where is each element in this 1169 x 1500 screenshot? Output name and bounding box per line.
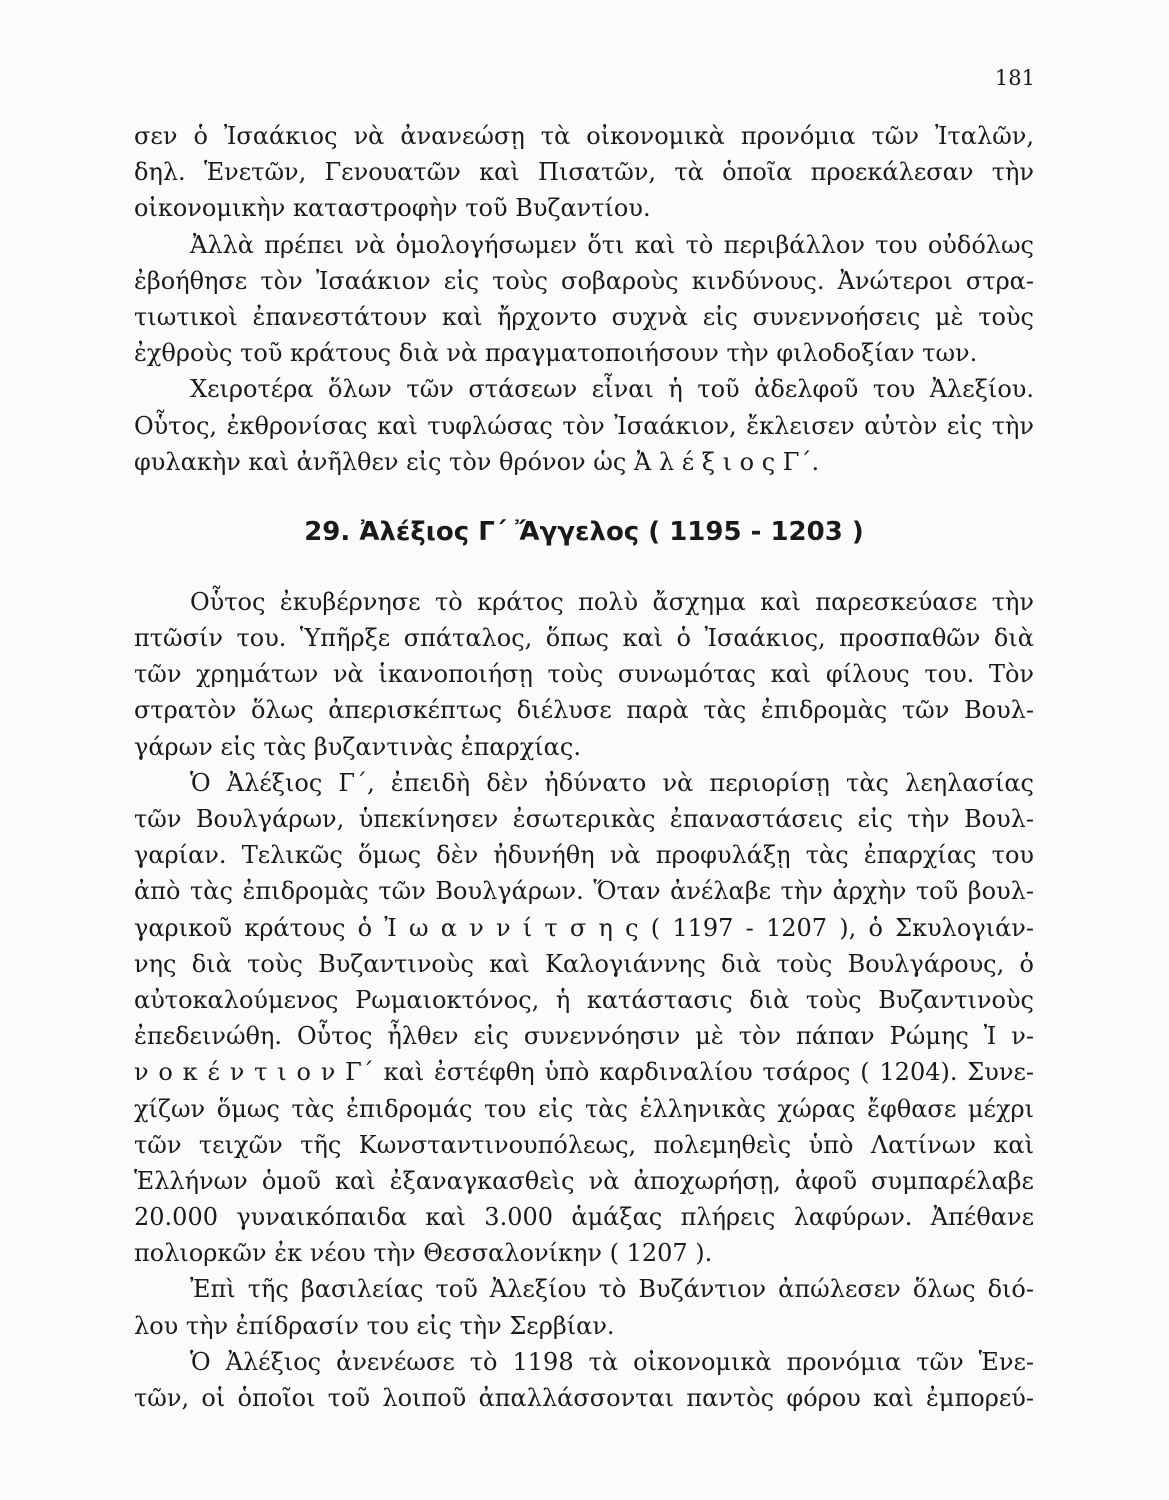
page-body [134, 118, 1034, 1416]
paragraph [134, 1271, 1034, 1343]
paragraph [134, 1344, 1034, 1416]
text-line: Ἐπὶ τῆς βασιλείας τοῦ Ἀλεξίου τὸ Βυζάντιον ἀπώλεσεν ὅλως διό- [190, 1275, 1034, 1304]
text-line: Οὗτος, ἐκθρονίσας καὶ τυφλώσας τὸν Ἰσαάκιον, ἔκλεισεν αὐτὸν εἰς τὴν [134, 411, 1034, 440]
text-line: Χειροτέρα ὅλων τῶν στάσεων εἶναι ἡ τοῦ ἀδελφοῦ του Ἀλεξίου. [190, 375, 1034, 404]
paragraph [134, 371, 1034, 480]
text-line: τῶν τειχῶν τῆς Κωνσταντινουπόλεως, πολεμηθεὶς ὑπὸ Λατίνων καὶ [134, 1130, 1034, 1159]
text-line: γαρικοῦ κράτους ὁ Ἰ ω α ν ν ί τ σ η ς ( 1197 - 1207 ), ὁ Σκυλογιάν- [134, 913, 1034, 942]
paragraph [134, 765, 1034, 1272]
paragraph [134, 584, 1034, 765]
text-line: τῶν χρημάτων νὰ ἱκανοποιήσῃ τοὺς συνωμότας καὶ φίλους του. Τὸν [134, 660, 1034, 689]
text-line: ἐχθροὺς τοῦ κράτους διὰ νὰ πραγματοποιήσουν τὴν φιλοδοξίαν των. [134, 339, 978, 368]
text-line: τιωτικοὶ ἐπανεστάτουν καὶ ἤρχοντο συχνὰ εἰς συνεννοήσεις μὲ τοὺς [134, 302, 1034, 331]
text-line: Ἀλλὰ πρέπει νὰ ὁμολογήσωμεν ὅτι καὶ τὸ περιβάλλον του οὐδόλως [190, 230, 1034, 259]
text-line: τῶν Βουλγάρων, ὑπεκίνησεν ἐσωτερικὰς ἐπαναστάσεις εἰς τὴν Βουλ- [134, 805, 1034, 833]
text-line: οἰκονομικὴν καταστροφὴν τοῦ Βυζαντίου. [134, 194, 651, 223]
text-line: νης διὰ τοὺς Βυζαντινοὺς καὶ Καλογιάννης διὰ τοὺς Βουλγάρους, ὁ [134, 949, 1034, 978]
text-line: Ὁ Ἀλέξιος Γ΄, ἐπειδὴ δὲν ἠδύνατο νὰ περιορίσῃ τὰς λεηλασίας [190, 768, 1034, 797]
text-line: πολιορκῶν ἐκ νέου τὴν Θεσσαλονίκην ( 1207 ). [134, 1239, 713, 1268]
text-line: ἀπὸ τὰς ἐπιδρομὰς τῶν Βουλγάρων. Ὅταν ἀνέλαβε τὴν ἀρχὴν τοῦ βουλ- [134, 877, 1034, 906]
text-line: 20.000 γυναικόπαιδα καὶ 3.000 ἁμάξας πλήρεις λαφύρων. Ἀπέθανε [134, 1203, 1034, 1232]
text-line: Ὁ Ἀλέξιος ἀνενέωσε τὸ 1198 τὰ οἰκονομικὰ προνόμια τῶν Ἑνε- [190, 1347, 1034, 1376]
text-line: Οὗτος ἐκυβέρνησε τὸ κράτος πολὺ ἄσχημα καὶ παρεσκεύασε τὴν [190, 587, 1034, 616]
text-line: ἐβοήθησε τὸν Ἰσαάκιον εἰς τοὺς σοβαροὺς κινδύνους. Ἀνώτεροι στρα- [134, 266, 1034, 295]
text-line: τῶν, οἱ ὁποῖοι τοῦ λοιποῦ ἀπαλλάσσονται παντὸς φόρου καὶ ἐμπορεύ- [134, 1384, 1034, 1412]
text-line: σεν ὁ Ἰσαάκιος νὰ ἀνανεώσῃ τὰ οἰκονομικὰ προνόμια τῶν Ἰταλῶν, [134, 122, 1034, 150]
page-number: 181 [994, 66, 1035, 90]
text-line: γαρίαν. Τελικῶς ὅμως δὲν ἠδυνήθη νὰ προφυλάξῃ τὰς ἐπαρχίας του [134, 841, 1034, 870]
text-line: Ἑλλήνων ὁμοῦ καὶ ἐξαναγκασθεὶς νὰ ἀποχωρήσῃ, ἀφοῦ συμπαρέλαβε [134, 1166, 1034, 1195]
text-line: αὐτοκαλούμενος Ρωμαιοκτόνος, ἡ κατάστασις διὰ τοὺς Βυζαντινοὺς [134, 985, 1034, 1014]
text-line: φυλακὴν καὶ ἀνῆλθεν εἰς τὸν θρόνον ὡς Ἀ λ έ ξ ι ο ς Γ΄. [134, 447, 820, 476]
text-line: ἐπεδεινώθη. Οὗτος ἦλθεν εἰς συνεννόησιν μὲ τὸν πάπαν Ρώμης Ἰ ν- [134, 1022, 1034, 1051]
paragraph [134, 227, 1034, 372]
text-line: γάρων εἰς τὰς βυζαντινὰς ἐπαρχίας. [134, 732, 581, 761]
text-line: στρατὸν ὅλως ἀπερισκέπτως διέλυσε παρὰ τὰς ἐπιδρομὰς τῶν Βουλ- [134, 696, 1034, 725]
text-line: πτῶσίν του. Ὑπῆρξε σπάταλος, ὅπως καὶ ὁ Ἰσαάκιος, προσπαθῶν διὰ [134, 624, 1034, 653]
text-line: χίζων ὅμως τὰς ἐπιδρομάς του εἰς τὰς ἑλληνικὰς χώρας ἔφθασε μέχρι [134, 1094, 1034, 1123]
section-heading: 29. Ἀλέξιος Γ΄ Ἄγγελος ( 1195 - 1203 ) [304, 516, 864, 547]
text-line: λου τὴν ἐπίδρασίν του εἰς τὴν Σερβίαν. [134, 1311, 615, 1340]
text-line: ν ο κ έ ν τ ι ο ν Γ΄ καὶ ἐστέφθη ὑπὸ καρδιναλίου τσάρος ( 1204). Συνε- [134, 1058, 1034, 1087]
paragraph [134, 118, 1034, 227]
text-line: δηλ. Ἑνετῶν, Γενουατῶν καὶ Πισατῶν, τὰ ὁποῖα προεκάλεσαν τὴν [134, 158, 1034, 187]
